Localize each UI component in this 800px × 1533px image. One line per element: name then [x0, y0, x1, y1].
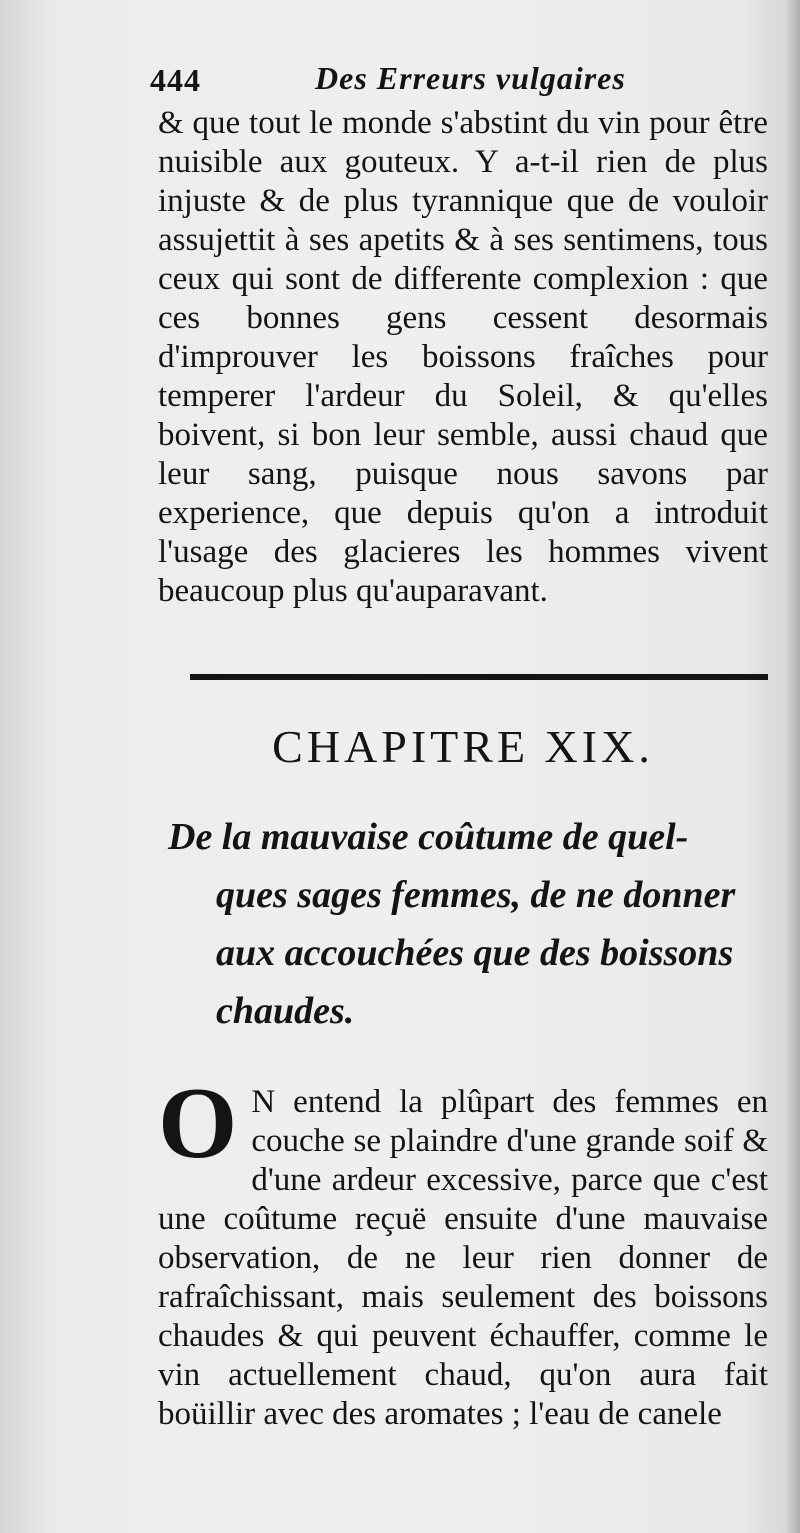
running-head: Des Erreurs vulgaires: [315, 60, 626, 96]
page-header: [150, 58, 670, 102]
page-number: 444: [150, 62, 201, 98]
subtitle-line: ques sages femmes, de ne donner: [216, 874, 736, 916]
subtitle-line: chaudes.: [216, 990, 355, 1032]
body-paragraph: & que tout le monde s'abstint du vin pour être nuisible aux gouteux. Y a-t-il rien de plus injuste & de plus tyrannique que de vouloir assujettit à ses apetits & à ses sentimens, tous ceux qui sont de differente complexion : que ces bonnes gens cessent desormais d'improuver les boissons fraîches pour temperer l'ardeur du Soleil, & qu'elles boivent, si bon leur semble, aussi chaud que leur sang, puisque nous savons par experience, que depuis qu'on a introduit l'usage des glacieres les hommes vivent beaucoup plus qu'auparavant.: [158, 105, 768, 609]
page-binding-shadow: [786, 0, 800, 1533]
body-text-top: [158, 104, 768, 611]
drop-cap: O: [158, 1067, 238, 1180]
subtitle-line: aux accouchées que des boissons: [216, 932, 734, 974]
subtitle-line: De la mauvaise coûtume de quel-: [168, 816, 689, 858]
body-paragraph: [158, 1067, 768, 1434]
section-divider: [190, 674, 768, 680]
paragraph-text: N entend la plûpart des femmes en couche se plaindre d'une grande soif & d'une ardeur excessive, parce que c'est une coûtume reçuë ensuite d'une mauvaise observation, de ne leur rien donner de rafraîchissant, mais seulement des boissons chaudes & qui peuvent échauffer, comme le vin actuellement chaud, qu'on aura fait boüillir avec des aromates ; l'eau de canele: [158, 1084, 768, 1432]
chapter-subtitle: [168, 808, 768, 1040]
chapter-title: CHAPITRE XIX.: [272, 721, 654, 772]
body-text-bottom: [158, 1067, 768, 1434]
